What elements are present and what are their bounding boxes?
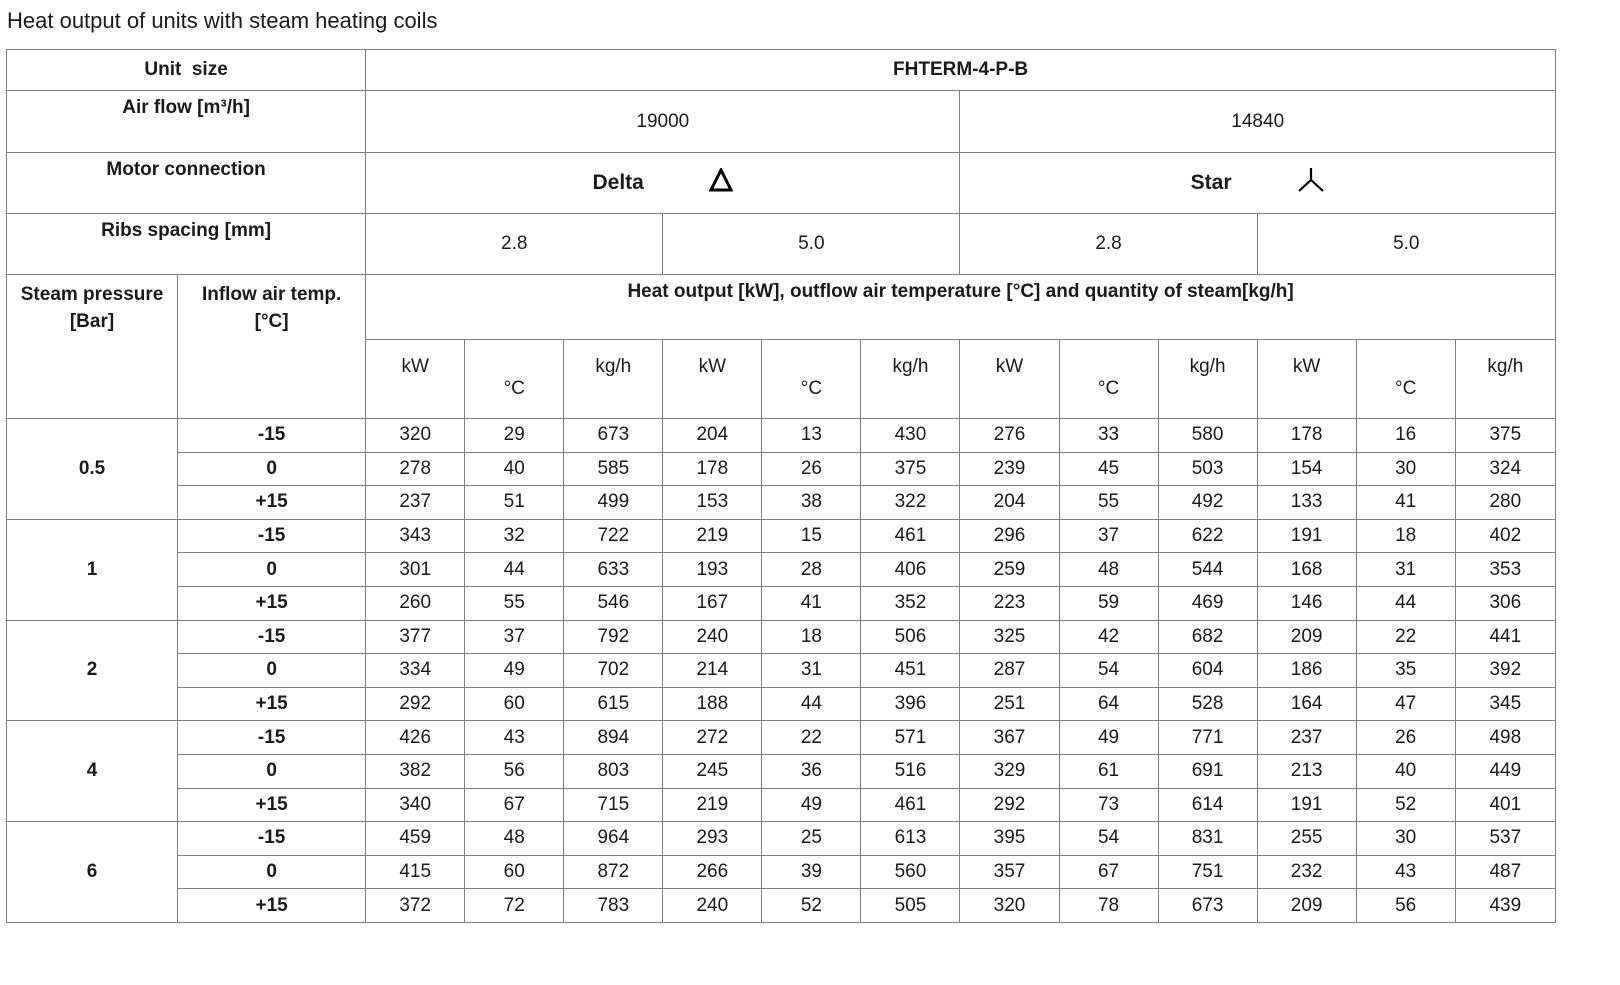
value-cell: 451: [861, 654, 960, 688]
value-cell: 375: [1455, 419, 1555, 453]
value-cell: 622: [1158, 519, 1257, 553]
table-row: [7, 519, 1556, 553]
value-cell: 214: [663, 654, 762, 688]
value-cell: 209: [1257, 620, 1356, 654]
inflow-temp-cell: -15: [178, 519, 366, 553]
value-cell: 325: [960, 620, 1059, 654]
heat-output-caption: Heat output [kW], outflow air temperature [°C] and quantity of steam[kg/h]: [366, 275, 1556, 340]
table-row: [7, 486, 1556, 520]
unit-header-cell: [762, 340, 861, 419]
value-cell: 352: [861, 586, 960, 620]
value-cell: 153: [663, 486, 762, 520]
value-cell: 492: [1158, 486, 1257, 520]
unit-header-cell: [465, 340, 564, 419]
star-label: Star: [1190, 171, 1232, 194]
value-cell: 32: [465, 519, 564, 553]
value-cell: 702: [564, 654, 663, 688]
value-cell: 40: [465, 452, 564, 486]
value-cell: 60: [465, 855, 564, 889]
value-cell: 751: [1158, 855, 1257, 889]
value-cell: 673: [1158, 889, 1257, 923]
air-flow-row: [7, 91, 1556, 153]
value-cell: 615: [564, 687, 663, 721]
value-cell: 60: [465, 687, 564, 721]
unit-header-label: °C: [1395, 378, 1417, 399]
delta-label: Delta: [592, 171, 644, 194]
value-cell: 506: [861, 620, 960, 654]
value-cell: 48: [1059, 553, 1158, 587]
unit-header-label: kg/h: [1189, 356, 1226, 377]
value-cell: 276: [960, 419, 1059, 453]
inflow-temp-cell: 0: [178, 553, 366, 587]
inflow-temp-cell: +15: [178, 687, 366, 721]
value-cell: 25: [762, 822, 861, 856]
value-cell: 537: [1455, 822, 1555, 856]
value-cell: 260: [366, 586, 465, 620]
table-row: [7, 654, 1556, 688]
inflow-temp-cell: -15: [178, 620, 366, 654]
value-cell: 191: [1257, 788, 1356, 822]
unit-size-row: [7, 50, 1556, 91]
value-cell: 54: [1059, 822, 1158, 856]
value-cell: 44: [762, 687, 861, 721]
value-cell: 322: [861, 486, 960, 520]
value-cell: 396: [861, 687, 960, 721]
value-cell: 30: [1356, 452, 1455, 486]
table-row: [7, 553, 1556, 587]
unit-header-cell: [861, 340, 960, 419]
ribs-spacing-row: [7, 214, 1556, 275]
heat-output-caption-row: [7, 275, 1556, 340]
steam-pressure-header: [7, 275, 178, 419]
value-cell: 43: [1356, 855, 1455, 889]
motor-connection-star: [960, 153, 1556, 214]
value-cell: 191: [1257, 519, 1356, 553]
value-cell: 154: [1257, 452, 1356, 486]
steam-pressure-cell: 1: [7, 519, 178, 620]
value-cell: 673: [564, 419, 663, 453]
unit-header-label: kW: [401, 356, 429, 377]
value-cell: 272: [663, 721, 762, 755]
value-cell: 343: [366, 519, 465, 553]
value-cell: 357: [960, 855, 1059, 889]
heat-output-table: [6, 49, 1556, 923]
value-cell: 167: [663, 586, 762, 620]
unit-header-cell: [1158, 340, 1257, 419]
value-cell: 415: [366, 855, 465, 889]
value-cell: 441: [1455, 620, 1555, 654]
table-row: [7, 620, 1556, 654]
value-cell: 585: [564, 452, 663, 486]
value-cell: 329: [960, 754, 1059, 788]
value-cell: 345: [1455, 687, 1555, 721]
value-cell: 505: [861, 889, 960, 923]
motor-connection-row: [7, 153, 1556, 214]
value-cell: 35: [1356, 654, 1455, 688]
value-cell: 296: [960, 519, 1059, 553]
table-row: [7, 822, 1556, 856]
value-cell: 803: [564, 754, 663, 788]
steam-pressure-label: Steam pressure [Bar]: [20, 284, 164, 332]
value-cell: 377: [366, 620, 465, 654]
value-cell: 209: [1257, 889, 1356, 923]
unit-header-label: kg/h: [1487, 356, 1524, 377]
value-cell: 340: [366, 788, 465, 822]
value-cell: 178: [1257, 419, 1356, 453]
value-cell: 59: [1059, 586, 1158, 620]
value-cell: 487: [1455, 855, 1555, 889]
value-cell: 503: [1158, 452, 1257, 486]
value-cell: 266: [663, 855, 762, 889]
value-cell: 613: [861, 822, 960, 856]
value-cell: 292: [960, 788, 1059, 822]
inflow-temp-cell: +15: [178, 889, 366, 923]
value-cell: 213: [1257, 754, 1356, 788]
steam-pressure-cell: 2: [7, 620, 178, 721]
inflow-temp-label: Inflow air temp. [°C]: [201, 284, 342, 332]
inflow-temp-cell: -15: [178, 721, 366, 755]
value-cell: 691: [1158, 754, 1257, 788]
value-cell: 16: [1356, 419, 1455, 453]
unit-header-label: °C: [1097, 378, 1120, 399]
value-cell: 395: [960, 822, 1059, 856]
value-cell: 461: [861, 519, 960, 553]
value-cell: 715: [564, 788, 663, 822]
value-cell: 164: [1257, 687, 1356, 721]
value-cell: 237: [1257, 721, 1356, 755]
value-cell: 22: [1356, 620, 1455, 654]
table-row: [7, 855, 1556, 889]
value-cell: 633: [564, 553, 663, 587]
value-cell: 232: [1257, 855, 1356, 889]
value-cell: 430: [861, 419, 960, 453]
inflow-temp-cell: +15: [178, 586, 366, 620]
value-cell: 45: [1059, 452, 1158, 486]
value-cell: 39: [762, 855, 861, 889]
inflow-temp-cell: -15: [178, 822, 366, 856]
table-row: [7, 754, 1556, 788]
value-cell: 240: [663, 620, 762, 654]
motor-connection-delta: [366, 153, 960, 214]
value-cell: 55: [1059, 486, 1158, 520]
value-cell: 64: [1059, 687, 1158, 721]
value-cell: 41: [1356, 486, 1455, 520]
value-cell: 461: [861, 788, 960, 822]
value-cell: 255: [1257, 822, 1356, 856]
value-cell: 239: [960, 452, 1059, 486]
value-cell: 469: [1158, 586, 1257, 620]
value-cell: 67: [1059, 855, 1158, 889]
value-cell: 49: [465, 654, 564, 688]
value-cell: 401: [1455, 788, 1555, 822]
value-cell: 51: [465, 486, 564, 520]
value-cell: 771: [1158, 721, 1257, 755]
value-cell: 186: [1257, 654, 1356, 688]
value-cell: 72: [465, 889, 564, 923]
inflow-temp-cell: 0: [178, 452, 366, 486]
value-cell: 219: [663, 519, 762, 553]
value-cell: 204: [663, 419, 762, 453]
value-cell: 287: [960, 654, 1059, 688]
value-cell: 18: [762, 620, 861, 654]
value-cell: 406: [861, 553, 960, 587]
value-cell: 29: [465, 419, 564, 453]
unit-header-label: °C: [800, 378, 823, 399]
unit-header-cell: [1257, 340, 1356, 419]
delta-icon: [709, 168, 733, 198]
value-cell: 306: [1455, 586, 1555, 620]
value-cell: 293: [663, 822, 762, 856]
value-cell: 40: [1356, 754, 1455, 788]
value-cell: 18: [1356, 519, 1455, 553]
table-row: [7, 889, 1556, 923]
value-cell: 36: [762, 754, 861, 788]
value-cell: 43: [465, 721, 564, 755]
value-cell: 133: [1257, 486, 1356, 520]
value-cell: 52: [1356, 788, 1455, 822]
value-cell: 614: [1158, 788, 1257, 822]
value-cell: 426: [366, 721, 465, 755]
unit-header-cell: [366, 340, 465, 419]
value-cell: 26: [1356, 721, 1455, 755]
value-cell: 831: [1158, 822, 1257, 856]
value-cell: 382: [366, 754, 465, 788]
value-cell: 42: [1059, 620, 1158, 654]
value-cell: 47: [1356, 687, 1455, 721]
value-cell: 560: [861, 855, 960, 889]
table-row: [7, 788, 1556, 822]
value-cell: 30: [1356, 822, 1455, 856]
ribs-spacing-value: 5.0: [1257, 214, 1555, 275]
inflow-temp-cell: 0: [178, 855, 366, 889]
value-cell: 783: [564, 889, 663, 923]
value-cell: 516: [861, 754, 960, 788]
table-row: [7, 452, 1556, 486]
value-cell: 459: [366, 822, 465, 856]
value-cell: 204: [960, 486, 1059, 520]
unit-header-cell: [564, 340, 663, 419]
value-cell: 26: [762, 452, 861, 486]
value-cell: 292: [366, 687, 465, 721]
table-row: [7, 586, 1556, 620]
value-cell: 31: [1356, 553, 1455, 587]
value-cell: 78: [1059, 889, 1158, 923]
inflow-temp-cell: +15: [178, 788, 366, 822]
value-cell: 353: [1455, 553, 1555, 587]
value-cell: 324: [1455, 452, 1555, 486]
value-cell: 237: [366, 486, 465, 520]
unit-header-label: kW: [698, 356, 727, 377]
value-cell: 44: [465, 553, 564, 587]
ribs-spacing-label: Ribs spacing [mm]: [7, 214, 366, 275]
value-cell: 301: [366, 553, 465, 587]
steam-pressure-cell: 0.5: [7, 419, 178, 520]
unit-header-cell: [663, 340, 762, 419]
value-cell: 449: [1455, 754, 1555, 788]
unit-header-label: kW: [1292, 356, 1321, 377]
value-cell: 334: [366, 654, 465, 688]
steam-pressure-cell: 6: [7, 822, 178, 923]
value-cell: 54: [1059, 654, 1158, 688]
unit-header-cell: [1059, 340, 1158, 419]
value-cell: 402: [1455, 519, 1555, 553]
value-cell: 31: [762, 654, 861, 688]
motor-connection-label: Motor connection: [7, 153, 366, 214]
value-cell: 52: [762, 889, 861, 923]
value-cell: 544: [1158, 553, 1257, 587]
value-cell: 964: [564, 822, 663, 856]
value-cell: 38: [762, 486, 861, 520]
ribs-spacing-value: 2.8: [366, 214, 663, 275]
value-cell: 178: [663, 452, 762, 486]
inflow-temp-cell: +15: [178, 486, 366, 520]
value-cell: 528: [1158, 687, 1257, 721]
air-flow-value-star: 14840: [960, 91, 1556, 153]
unit-header-cell: [1356, 340, 1455, 419]
unit-header-label: °C: [503, 378, 525, 399]
value-cell: 67: [465, 788, 564, 822]
inflow-temp-cell: 0: [178, 654, 366, 688]
inflow-temp-header: [178, 275, 366, 419]
value-cell: 61: [1059, 754, 1158, 788]
value-cell: 48: [465, 822, 564, 856]
value-cell: 13: [762, 419, 861, 453]
value-cell: 792: [564, 620, 663, 654]
value-cell: 240: [663, 889, 762, 923]
value-cell: 55: [465, 586, 564, 620]
value-cell: 320: [366, 419, 465, 453]
star-wye-icon: [1297, 167, 1325, 199]
value-cell: 56: [1356, 889, 1455, 923]
unit-header-cell: [960, 340, 1059, 419]
air-flow-label: Air flow [m³/h]: [7, 91, 366, 153]
value-cell: 259: [960, 553, 1059, 587]
value-cell: 571: [861, 721, 960, 755]
value-cell: 245: [663, 754, 762, 788]
inflow-temp-cell: 0: [178, 754, 366, 788]
value-cell: 37: [1059, 519, 1158, 553]
unit-header-cell: [1455, 340, 1555, 419]
table-row: [7, 687, 1556, 721]
unit-header-label: kW: [995, 356, 1024, 377]
unit-size-label: Unit size: [7, 50, 366, 91]
value-cell: 49: [1059, 721, 1158, 755]
value-cell: 372: [366, 889, 465, 923]
value-cell: 280: [1455, 486, 1555, 520]
value-cell: 73: [1059, 788, 1158, 822]
unit-header-label: kg/h: [892, 356, 929, 377]
value-cell: 499: [564, 486, 663, 520]
value-cell: 546: [564, 586, 663, 620]
unit-header-label: kg/h: [595, 356, 632, 377]
value-cell: 37: [465, 620, 564, 654]
value-cell: 894: [564, 721, 663, 755]
value-cell: 56: [465, 754, 564, 788]
value-cell: 375: [861, 452, 960, 486]
value-cell: 146: [1257, 586, 1356, 620]
value-cell: 193: [663, 553, 762, 587]
value-cell: 320: [960, 889, 1059, 923]
ribs-spacing-value: 2.8: [960, 214, 1257, 275]
table-row: [7, 721, 1556, 755]
value-cell: 722: [564, 519, 663, 553]
value-cell: 28: [762, 553, 861, 587]
value-cell: 223: [960, 586, 1059, 620]
value-cell: 44: [1356, 586, 1455, 620]
value-cell: 498: [1455, 721, 1555, 755]
value-cell: 278: [366, 452, 465, 486]
document-title: Heat output of units with steam heating coils: [7, 8, 438, 33]
value-cell: 22: [762, 721, 861, 755]
air-flow-value-delta: 19000: [366, 91, 960, 153]
value-cell: 682: [1158, 620, 1257, 654]
value-cell: 219: [663, 788, 762, 822]
value-cell: 392: [1455, 654, 1555, 688]
unit-size-value: FHTERM-4-P-B: [366, 50, 1556, 91]
value-cell: 367: [960, 721, 1059, 755]
value-cell: 251: [960, 687, 1059, 721]
value-cell: 41: [762, 586, 861, 620]
value-cell: 439: [1455, 889, 1555, 923]
value-cell: 168: [1257, 553, 1356, 587]
ribs-spacing-value: 5.0: [663, 214, 960, 275]
value-cell: 604: [1158, 654, 1257, 688]
steam-pressure-cell: 4: [7, 721, 178, 822]
value-cell: 33: [1059, 419, 1158, 453]
value-cell: 580: [1158, 419, 1257, 453]
inflow-temp-cell: -15: [178, 419, 366, 453]
value-cell: 49: [762, 788, 861, 822]
value-cell: 188: [663, 687, 762, 721]
table-row: [7, 419, 1556, 453]
value-cell: 872: [564, 855, 663, 889]
value-cell: 15: [762, 519, 861, 553]
